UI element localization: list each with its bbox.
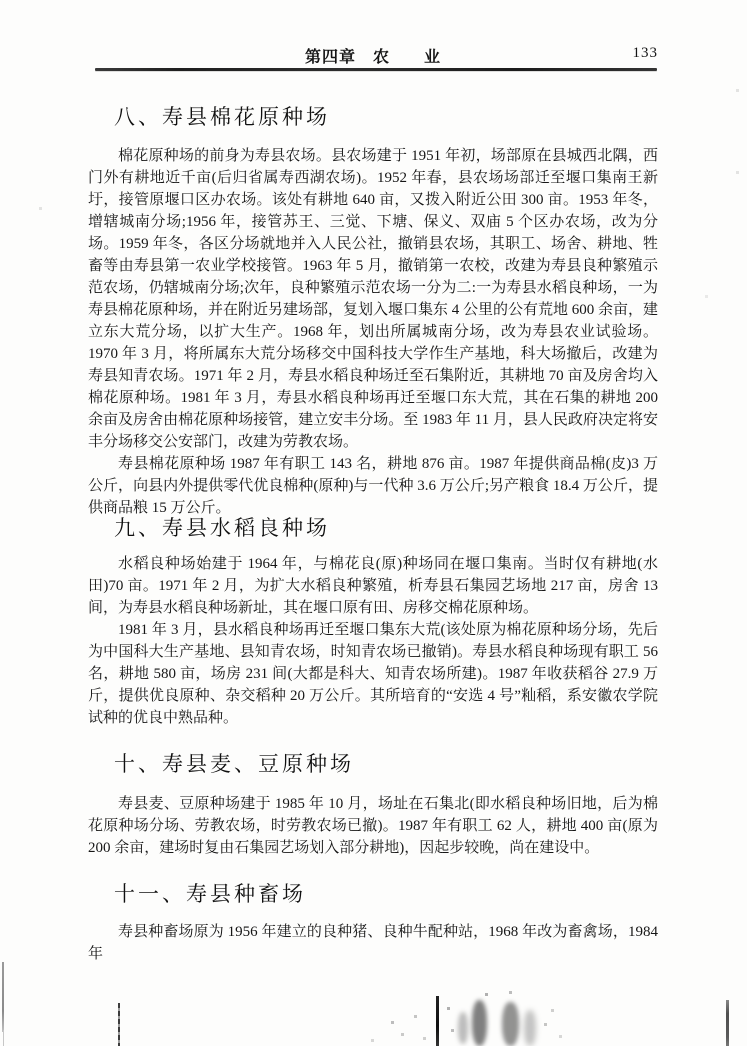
section-11-body (88, 921, 658, 965)
chapter-running-title: 第四章 农 业 (304, 49, 441, 66)
paragraph: 寿县麦、豆原种场建于 1985 年 10 月，场址在石集北(即水稻良种场旧地，后为棉花原种场分场、劳教农场，时劳教农场已撤)。1987 年有职工 62 人，耕地 400 亩(原为 200 余亩，建场时复由石集园艺场划入部分耕地)，因起步较晚，尚在建设中。 (88, 796, 658, 856)
section-heading-9: 九、寿县水稻良种场 (114, 516, 330, 540)
header-rule (95, 68, 657, 71)
section-heading-10: 十、寿县麦、豆原种场 (114, 752, 354, 776)
scan-artifact-dashed-line (118, 1003, 120, 1046)
page-number: 133 (632, 45, 658, 61)
scan-artifact-smudge (472, 1000, 487, 1046)
scan-artifact-right-line (726, 1000, 729, 1046)
paragraph: 寿县棉花原种场 1987 年有职工 143 名，耕地 876 亩。1987 年提供商品棉(皮)3 万公斤，向县内外提供零代优良棉种(原种)与一代种 3.6 万公斤;另产粮食 18.4 万公斤，提供商品粮 15 万公斤。 (88, 456, 658, 516)
paragraph: 棉花原种场的前身为寿县农场。县农场建于 1951 年初，场部原在县城西北隅，西门外有耕地近千亩(后归省属寿西湖农场)。1952 年春，县农场场部迁至堰口集南王新圩，接管原堰口区办农场。该处有耕地 640 亩，又拨入附近公田 300 亩。1953 年冬，增辖城南分场;1956 年，接管苏王、三觉、下塘、保义、双庙 5 个区办农场，改为分场。1959 年冬，各区分场就地并入人民公社，撤销县农场，其职工、场舍、耕地、牲畜等由寿县第一农业学校接管。1963 年 5 月，撤销第一农校，改建为寿县良种繁殖示范农场，仍辖城南分场;次年，良种繁殖示范农场一分为二:一为寿县水稻良种场，一为寿县棉花原种场，并在附近另建场部，复划入堰口集东 4 公里的公有荒地 600 余亩，建立东大荒分场，以扩大生产。1968 年，划出所属城南分场，改为寿县农业试验场。1970 年 3 月，将所属东大荒分场移交中国科技大学作生产基地，科大场撤后，改建为寿县知青农场。1971 年 2 月，寿县水稻良种场迁至石集附近，其耕地 70 亩及房舍均入棉花原种场。1981 年 3 月，寿县水稻良种场再迁至堰口东大荒，其在石集的耕地 200 余亩及房舍由棉花原种场接管，建立安丰分场。至 1983 年 11 月，县人民政府决定将安丰分场移交公安部门，改建为劳教农场。 (88, 148, 659, 450)
paragraph: 水稻良种场始建于 1964 年，与棉花良(原)种场同在堰口集南。当时仅有耕地(水田)70 亩。1971 年 2 月，为扩大水稻良种繁殖，析寿县石集园艺场地 217 亩，房舍 13 间，为寿县水稻良种场新址，其在堰口原有田、房移交棉花原种场。 (88, 556, 658, 616)
paragraph: 寿县种畜场原为 1956 年建立的良种猪、良种牛配种站，1968 年改为畜禽场，1984 年 (88, 924, 658, 962)
scan-artifact-smudge (458, 1012, 468, 1044)
section-heading-11: 十一、寿县种畜场 (114, 882, 306, 906)
scan-artifact-smudge (502, 1002, 519, 1046)
scan-artifact-left-line (2, 962, 4, 1032)
paragraph: 1981 年 3 月，县水稻良种场再迁至堰口集东大荒(该处原为棉花原种场分场，先后为中国科大生产基地、县知青农场，时知青农场已撤销)。寿县水稻良种场现有职工 56 名，耕地 580 亩，场房 231 间(大都是科大、知青农场所建)。1987 年收获稻谷 27.9 万斤，提供优良原种、杂交稻种 20 万公斤。其所培育的“安选 4 号”籼稻，系安徽农学院试种的优良中熟品种。 (88, 622, 658, 726)
scan-artifact-left-line-2 (3, 1030, 4, 1046)
scan-artifact-dark-line (436, 996, 439, 1046)
section-heading-8: 八、寿县棉花原种场 (114, 105, 330, 129)
section-10-body (88, 793, 658, 859)
scan-artifact-speckles (0, 0, 1, 1)
scan-artifact-smudge (524, 1010, 536, 1046)
section-8-body (88, 145, 658, 519)
section-9-body (88, 553, 658, 729)
